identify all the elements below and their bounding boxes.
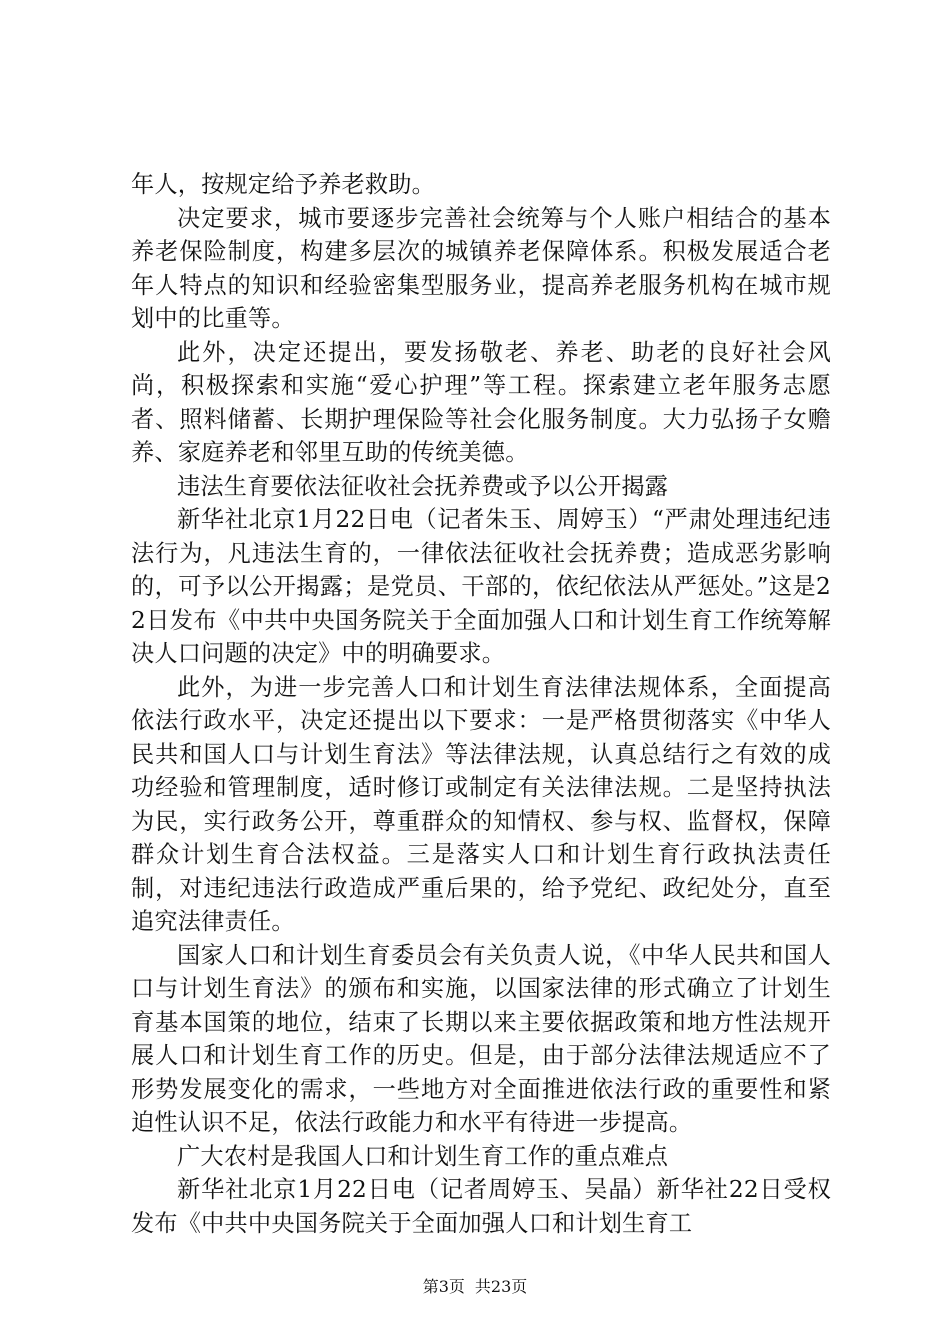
paragraph-5: 此外，为进一步完善人口和计划生育法律法规体系，全面提高依法行政水平，决定还提出以下要求：一是严格贯彻落实《中华人民共和国人口与计划生育法》等法律法规，认真总结行之有效的成功经验和管理制度，适时修订或制定有关法律法规。二是坚持执法为民，实行政务公开，尊重群众的知情权、参与权、监督权，保障群众计划生育合法权益。三是落实人口和计划生育行政执法责任制，对违纪违法行政造成严重后果的，给予党纪、政纪处分，直至追究法律责任。 [131, 673, 831, 935]
page-total: 共23页 [474, 1277, 528, 1296]
page-footer [0, 1277, 950, 1297]
section-heading-1: 违法生育要依法征收社会抚养费或予以公开揭露 [177, 472, 669, 500]
document-body [131, 168, 831, 1240]
paragraph-6: 国家人口和计划生育委员会有关负责人说，《中华人民共和国人口与计划生育法》的颁布和实施，以国家法律的形式确立了计划生育基本国策的地位，结束了长期以来主要依据政策和地方性法规开展人口和计划生育工作的历史。但是，由于部分法律法规适应不了形势发展变化的需求，一些地方对全面推进依法行政的重要性和紧迫性认识不足，依法行政能力和水平有待进一步提高。 [131, 941, 831, 1136]
paragraph-4: 新华社北京1月22日电（记者朱玉、周婷玉）“严肃处理违纪违法行为，凡违法生育的，一律依法征收社会抚养费；造成恶劣影响的，可予以公开揭露；是党员、干部的，依纪依法从严惩处。”这是22日发布《中共中央国务院关于全面加强人口和计划生育工作统筹解决人口问题的决定》中的明确要求。 [131, 506, 831, 667]
paragraph-1: 年人，按规定给予养老救助。 [131, 171, 436, 198]
paragraph-7: 新华社北京1月22日电（记者周婷玉、吴晶）新华社22日受权发布《中共中央国务院关于全面加强人口和计划生育工 [131, 1176, 831, 1237]
section-heading-2: 广大农村是我国人口和计划生育工作的重点难点 [177, 1142, 669, 1170]
paragraph-3: 此外，决定还提出，要发扬敬老、养老、助老的良好社会风尚，积极探索和实施“爱心护理”等工程。探索建立老年服务志愿者、照料储蓄、长期护理保险等社会化服务制度。大力弘扬子女赡养、家庭养老和邻里互助的传统美德。 [131, 338, 831, 466]
page-number: 第3页 [422, 1277, 465, 1296]
paragraph-2: 决定要求，城市要逐步完善社会统筹与个人账户相结合的基本养老保险制度，构建多层次的城镇养老保障体系。积极发展适合老年人特点的知识和经验密集型服务业，提高养老服务机构在城市规划中的比重等。 [131, 204, 831, 332]
